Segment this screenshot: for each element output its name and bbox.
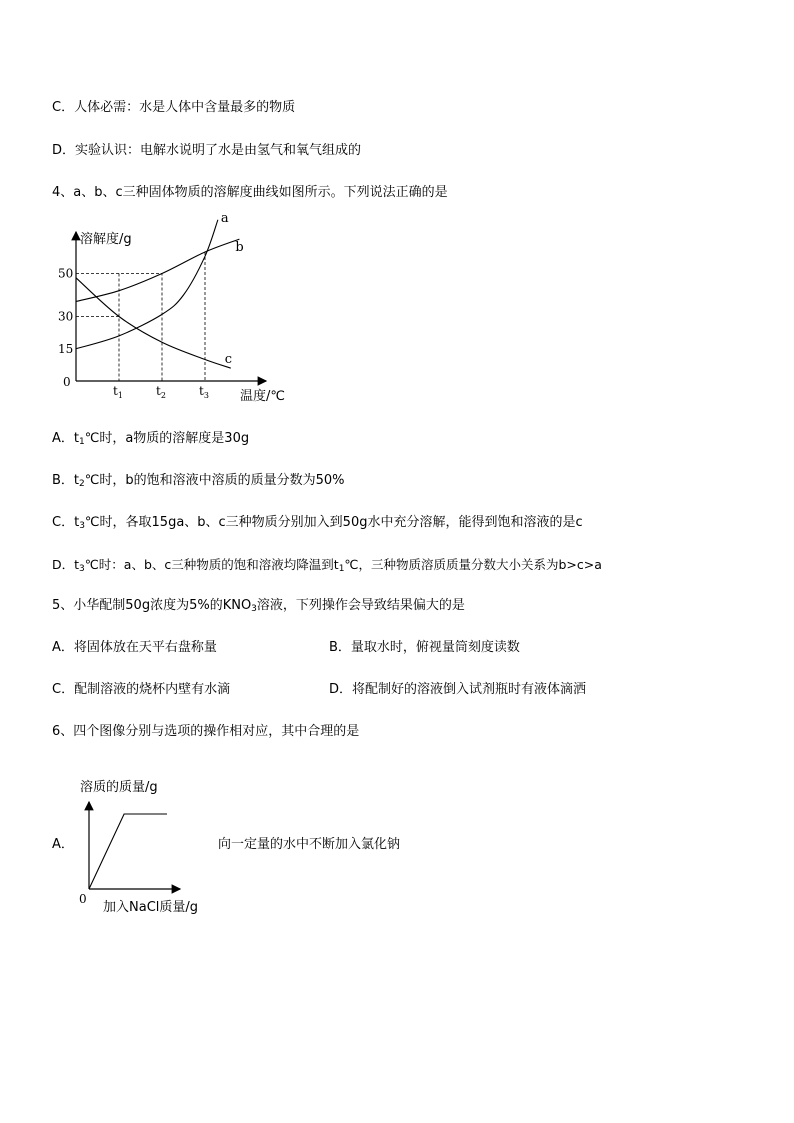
origin-label: 0: [79, 892, 87, 906]
q4-option-b: B．$t_2℃$时，b的饱和溶液中溶质的质量分数为50%: [52, 473, 345, 489]
q6-option-a-label: A．: [52, 837, 74, 852]
x-tick-label: $t_1$: [113, 384, 123, 400]
mass-line: [89, 814, 167, 889]
x-axis-label: 温度/℃: [240, 389, 285, 404]
q4-option-d: D．$t_3℃$时：a、b、c三种物质的饱和溶液均降温到$t_1℃$，三种物质溶质质量分数大小关系为b>c>a: [52, 557, 602, 574]
q3-option-c: C．人体必需：水是人体中含量最多的物质: [52, 100, 296, 115]
nacl-dissolution-chart: [70, 772, 230, 920]
curve-c: [76, 278, 231, 368]
y-tick-label: 50: [58, 266, 74, 281]
y-tick-label: 15: [58, 341, 74, 356]
q4-option-c: C．$t_3℃$时，各取15ga、b、c三种物质分别加入到50g水中充分溶解，能得到饱和溶液的是c: [52, 515, 583, 531]
q5-option-a: A．将固体放在天平右盘称量: [52, 640, 217, 655]
curve-label-a: a: [220, 210, 229, 226]
q5-option-c: C．配制溶液的烧杯内壁有水滴: [52, 682, 231, 697]
origin-label: 0: [63, 375, 71, 389]
y-axis-label: 溶质的质量/g: [80, 780, 158, 795]
x-tick-label: $t_2$: [156, 384, 166, 400]
q4-stem: 4、a、b、c三种固体物质的溶解度曲线如图所示。下列说法正确的是: [52, 185, 448, 200]
curve-label-c: c: [224, 352, 233, 368]
q6-stem: 6、四个图像分别与选项的操作相对应，其中合理的是: [52, 724, 360, 739]
q4-option-a: A．$t_1℃$时，a物质的溶解度是30g: [52, 431, 250, 447]
q3-option-d: D．实验认识：电解水说明了水是由氢气和氧气组成的: [52, 143, 362, 158]
curve-b: [76, 239, 239, 301]
y-axis-label: 溶解度/g: [80, 232, 132, 247]
curve-label-b: b: [235, 240, 244, 256]
solubility-chart: [48, 210, 308, 409]
q6-option-a-description: 向一定量的水中不断加入氯化钠: [218, 837, 401, 852]
x-axis-label: 加入NaCl质量/g: [103, 900, 199, 915]
q5-option-d: D．将配制好的溶液倒入试剂瓶时有液体滴洒: [329, 682, 587, 697]
q5-stem: 5、小华配制50g浓度为5%的$KNO_3$溶液，下列操作会导致结果偏大的是: [52, 598, 465, 614]
x-tick-label: $t_3$: [199, 384, 209, 400]
q5-option-b: B．量取水时，俯视量筒刻度读数: [329, 640, 520, 655]
y-tick-label: 30: [58, 309, 74, 324]
